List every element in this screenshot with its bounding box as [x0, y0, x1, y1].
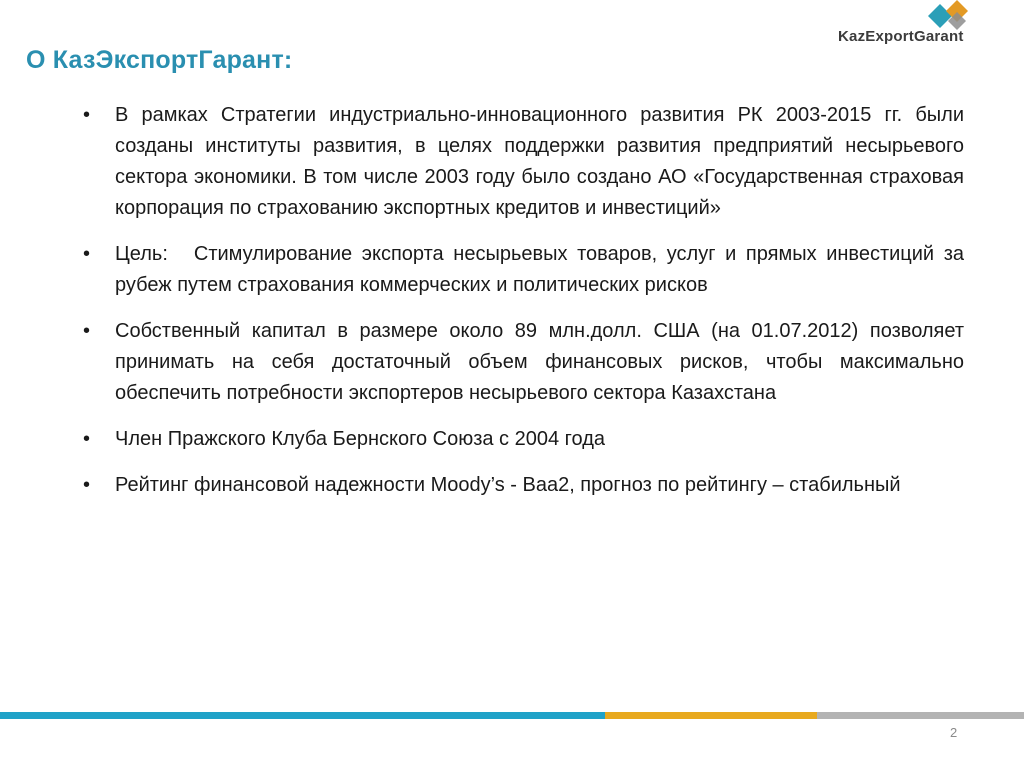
- logo-wordmark: KazExportGarant: [838, 28, 964, 45]
- bullet-icon: •: [83, 104, 91, 126]
- bullet-item: [80, 470, 964, 501]
- bullet-text: В рамках Стратегии индустриально-инновационного развития РК 2003-2015 гг. были созданы институты развития, в целях поддержки развития предприятий несырьевого сектора экономики. В том числе 2003 году было создано АО «Государственная страховая корпорация по страхованию экспортных кредитов и инвестиций»: [115, 104, 964, 219]
- footer-bar-blue: [0, 712, 605, 719]
- footer-bar-gray: [817, 712, 1024, 719]
- bullet-text: Рейтинг финансовой надежности Moody’s - Baa2, прогноз по рейтингу – стабильный: [115, 474, 901, 496]
- bullet-icon: •: [83, 243, 91, 265]
- slide-title: О КазЭкспортГарант:: [26, 46, 293, 74]
- company-logo: [838, 0, 988, 56]
- bullet-label: Цель:: [115, 243, 168, 265]
- bullet-icon: •: [83, 320, 91, 342]
- bullet-item: [80, 424, 964, 455]
- bullet-text: Собственный капитал в размере около 89 млн.долл. США (на 01.07.2012) позволяет принимать на себя достаточный объем финансовых рисков, чтобы максимально обеспечить потребности экспортеров несырьевого сектора Казахстана: [115, 320, 964, 404]
- bullet-item: [80, 100, 964, 224]
- bullet-icon: •: [83, 474, 91, 496]
- bullet-text: Член Пражского Клуба Бернского Союза с 2004 года: [115, 428, 605, 450]
- page-number: 2: [950, 725, 958, 740]
- footer-bar-yellow: [605, 712, 817, 719]
- bullet-item: [80, 316, 964, 409]
- bullet-text: Стимулирование экспорта несырьевых товаров, услуг и прямых инвестиций за рубеж путем страхования коммерческих и политических рисков: [115, 243, 964, 296]
- bullet-icon: •: [83, 428, 91, 450]
- bullet-item: [80, 239, 964, 301]
- bullet-list: [80, 100, 964, 516]
